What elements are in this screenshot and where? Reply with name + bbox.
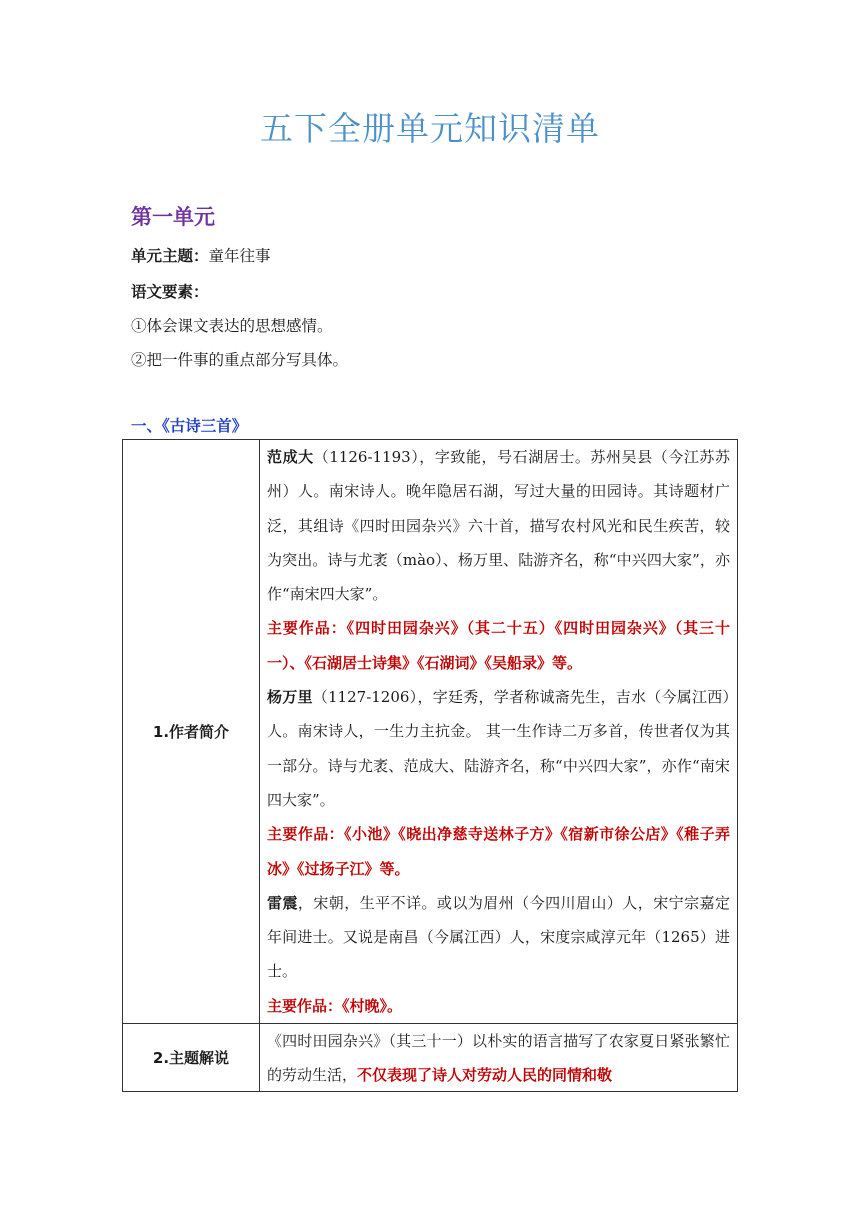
knowledge-table (122, 439, 738, 1092)
unit-theme-value: 童年往事 (208, 247, 271, 265)
document-title: 五下全册单元知识清单 (260, 109, 600, 148)
chinese-element-item: ①体会课文表达的思想感情。 (131, 317, 333, 335)
author-works: 主要作品：《村晚》。 (267, 996, 403, 1015)
author-entry (267, 680, 730, 817)
unit-theme-label: 单元主题： (131, 247, 209, 265)
row-label: 2.主题解说 (123, 1024, 260, 1092)
theme-text-plain: 《四时田园杂兴》（其三十一）以朴实的语言描写了农家夏日紧张繁忙的劳动生活， (267, 1032, 730, 1085)
author-name: 范成大 (267, 448, 314, 466)
section-heading: 一、《古诗三首》 (131, 417, 248, 435)
theme-explanation-text (267, 1024, 730, 1091)
author-intro-cell (260, 440, 738, 1024)
chinese-elements-label (131, 282, 209, 302)
author-name: 雷震 (267, 893, 298, 912)
theme-text-highlight: 不仅表现了诗人对劳动人民的同情和敬 (357, 1066, 613, 1085)
unit-title: 第一单元 (131, 205, 215, 229)
author-name: 杨万里 (267, 688, 313, 707)
author-entry (267, 886, 730, 989)
author-bio: （1127-1206），字廷秀，学者称诚斋先生，吉水（今属江西）人。南宋诗人，一生力主抗金。 其一生作诗二万多首，传世者仅为其一部分。诗与尤袤、范成大、陆游齐名，称“中兴四大家”，亦作“南宋四大家”。 (267, 688, 730, 809)
author-works: 主要作品：《四时田园杂兴》（其二十五）《四时田园杂兴》（其三十一）、《石湖居士诗集》《石湖词》《吴船录》等。 (267, 619, 730, 672)
author-entry (267, 440, 730, 611)
chinese-elements-label-text: 语文要素： (131, 283, 209, 301)
theme-explanation-cell (260, 1024, 738, 1092)
table-row (123, 440, 738, 1024)
author-bio: ，宋朝，生平不详。或以为眉州（今四川眉山）人，宋宁宗嘉定年间进士。又说是南昌（今属江西）人，宋度宗咸淳元年（1265）进士。 (267, 893, 730, 981)
unit-theme (131, 246, 271, 266)
row-label: 1.作者简介 (123, 440, 260, 1024)
author-works: 主要作品：《小池》《晓出净慈寺送林子方》《宿新市徐公店》《稚子弄冰》《过扬子江》等。 (267, 825, 730, 878)
chinese-element-item: ②把一件事的重点部分写具体。 (131, 351, 349, 369)
author-bio: （1126-1193），字致能，号石湖居士。苏州吴县（今江苏苏州）人。南宋诗人。晚年隐居石湖，写过大量的田园诗。其诗题材广泛，其组诗《四时田园杂兴》六十首，描写农村风光和民生疾苦，较为突出。诗与尤袤（mào）、杨万里、陆游齐名，称“中兴四大家”，亦作“南宋四大家”。 (267, 448, 730, 604)
table-row (123, 1024, 738, 1092)
